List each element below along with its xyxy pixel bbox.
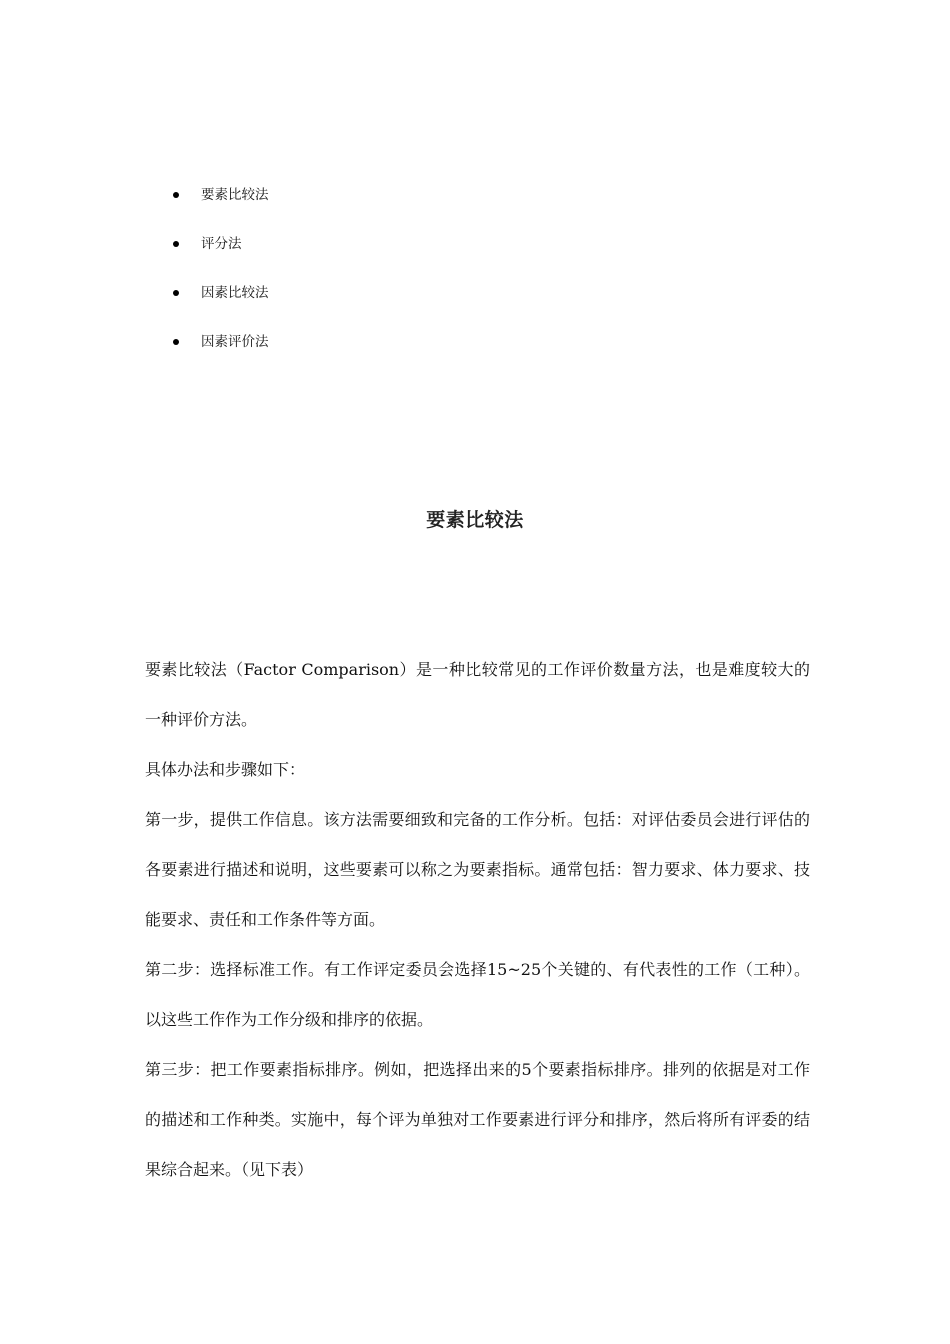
list-item-label: 要素比较法 [201,187,269,203]
paragraph-step-1: 第一步，提供工作信息。该方法需要细致和完备的工作分析。包括：对评估委员会进行评估的各要素进行描述和说明，这些要素可以称之为要素指标。通常包括：智力要求、体力要求、技能要求、责任和工作条件等方面。 [145,810,810,929]
paragraph-intro: 要素比较法（Factor Comparison）是一种比较常见的工作评价数量方法，也是难度较大的一种评价方法。 [145,660,810,729]
bullet-icon [173,290,179,296]
paragraph-step-3: 第三步：把工作要素指标排序。例如，把选择出来的5个要素指标排序。排列的依据是对工作的描述和工作种类。实施中，每个评为单独对工作要素进行评分和排序，然后将所有评委的结果综合起来。（见下表） [145,1060,810,1179]
list-item-label: 评分法 [201,236,242,252]
body-text [145,645,810,1195]
bullet-icon [173,241,179,247]
list-item-label: 因素评价法 [201,334,269,350]
section-title: 要素比较法 [426,509,524,531]
bullet-icon [173,192,179,198]
list-item-label: 因素比较法 [201,285,269,301]
paragraph-step-2: 第二步：选择标准工作。有工作评定委员会选择15~25个关键的、有代表性的工作（工种）。以这些工作作为工作分级和排序的依据。 [145,960,810,1029]
bullet-icon [173,339,179,345]
paragraph-steps-heading: 具体办法和步骤如下： [145,760,306,779]
